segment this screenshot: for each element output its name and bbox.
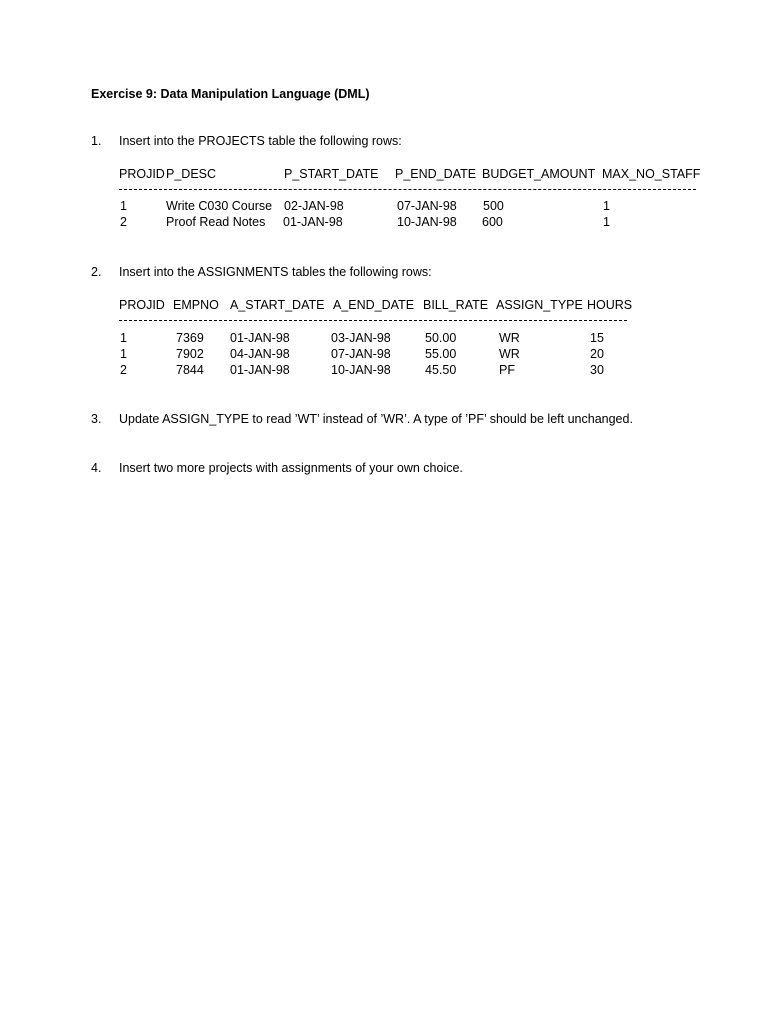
table-cell: 02-JAN-98	[284, 199, 344, 213]
table-cell: 15	[590, 331, 604, 345]
item-2-number: 2.	[91, 265, 102, 279]
assignments-header-a-end-date: A_END_DATE	[333, 298, 415, 312]
table-cell: 7902	[176, 347, 204, 361]
table-cell: 10-JAN-98	[397, 215, 457, 229]
assignments-header-bill-rate: BILL_RATE	[423, 298, 489, 312]
table-cell: 50.00	[425, 331, 457, 345]
table-cell: 07-JAN-98	[397, 199, 457, 213]
table-cell: 01-JAN-98	[230, 331, 290, 345]
table-cell: 500	[483, 199, 504, 213]
assignments-header-projid: PROJID	[119, 298, 165, 312]
table-cell: 1	[120, 347, 127, 361]
item-1-number: 1.	[91, 134, 102, 148]
table-cell: 7844	[176, 363, 204, 377]
projects-header-max-no-staff: MAX_NO_STAFF	[602, 167, 701, 181]
table-cell: 45.50	[425, 363, 457, 377]
projects-header-p-start-date: P_START_DATE	[284, 167, 379, 181]
item-3-text: Update ASSIGN_TYPE to read ’WT’ instead of ’WR’. A type of ’PF’ should be left unchanged.	[119, 412, 633, 426]
assignments-header-a-start-date: A_START_DATE	[230, 298, 325, 312]
table-cell: WR	[499, 347, 520, 361]
projects-header-p-end-date: P_END_DATE	[395, 167, 477, 181]
item-4-text: Insert two more projects with assignments of your own choice.	[119, 461, 463, 475]
assignments-header-hours: HOURS	[587, 298, 633, 312]
table-cell: 1	[603, 199, 610, 213]
table-cell: Write C030 Course	[166, 199, 273, 213]
table-cell: Proof Read Notes	[166, 215, 266, 229]
table-cell: 7369	[176, 331, 204, 345]
item-4-number: 4.	[91, 461, 102, 475]
table-cell: 2	[120, 363, 127, 377]
item-1-text: Insert into the PROJECTS table the following rows:	[119, 134, 402, 148]
table-cell: 10-JAN-98	[331, 363, 391, 377]
table-cell: 1	[603, 215, 610, 229]
table-cell: 03-JAN-98	[331, 331, 391, 345]
table-cell: 55.00	[425, 347, 457, 361]
projects-header-p-desc: P_DESC	[166, 167, 217, 181]
table-cell: 04-JAN-98	[230, 347, 290, 361]
table-cell: 01-JAN-98	[230, 363, 290, 377]
projects-header-projid: PROJID	[119, 167, 165, 181]
assignments-header-divider	[119, 320, 627, 321]
projects-header-budget-amount: BUDGET_AMOUNT	[482, 167, 596, 181]
assignments-header-assign-type: ASSIGN_TYPE	[496, 298, 583, 312]
item-2-text: Insert into the ASSIGNMENTS tables the following rows:	[119, 265, 432, 279]
table-cell: 20	[590, 347, 604, 361]
document-title: Exercise 9: Data Manipulation Language (DML)	[91, 87, 370, 101]
table-cell: 1	[120, 331, 127, 345]
table-cell: WR	[499, 331, 520, 345]
table-cell: 2	[120, 215, 127, 229]
projects-header-divider	[119, 189, 696, 190]
assignments-header-empno: EMPNO	[173, 298, 219, 312]
table-cell: 07-JAN-98	[331, 347, 391, 361]
table-cell: PF	[499, 363, 515, 377]
table-cell: 1	[120, 199, 127, 213]
table-cell: 600	[482, 215, 503, 229]
table-cell: 01-JAN-98	[283, 215, 343, 229]
item-3-number: 3.	[91, 412, 102, 426]
table-cell: 30	[590, 363, 604, 377]
